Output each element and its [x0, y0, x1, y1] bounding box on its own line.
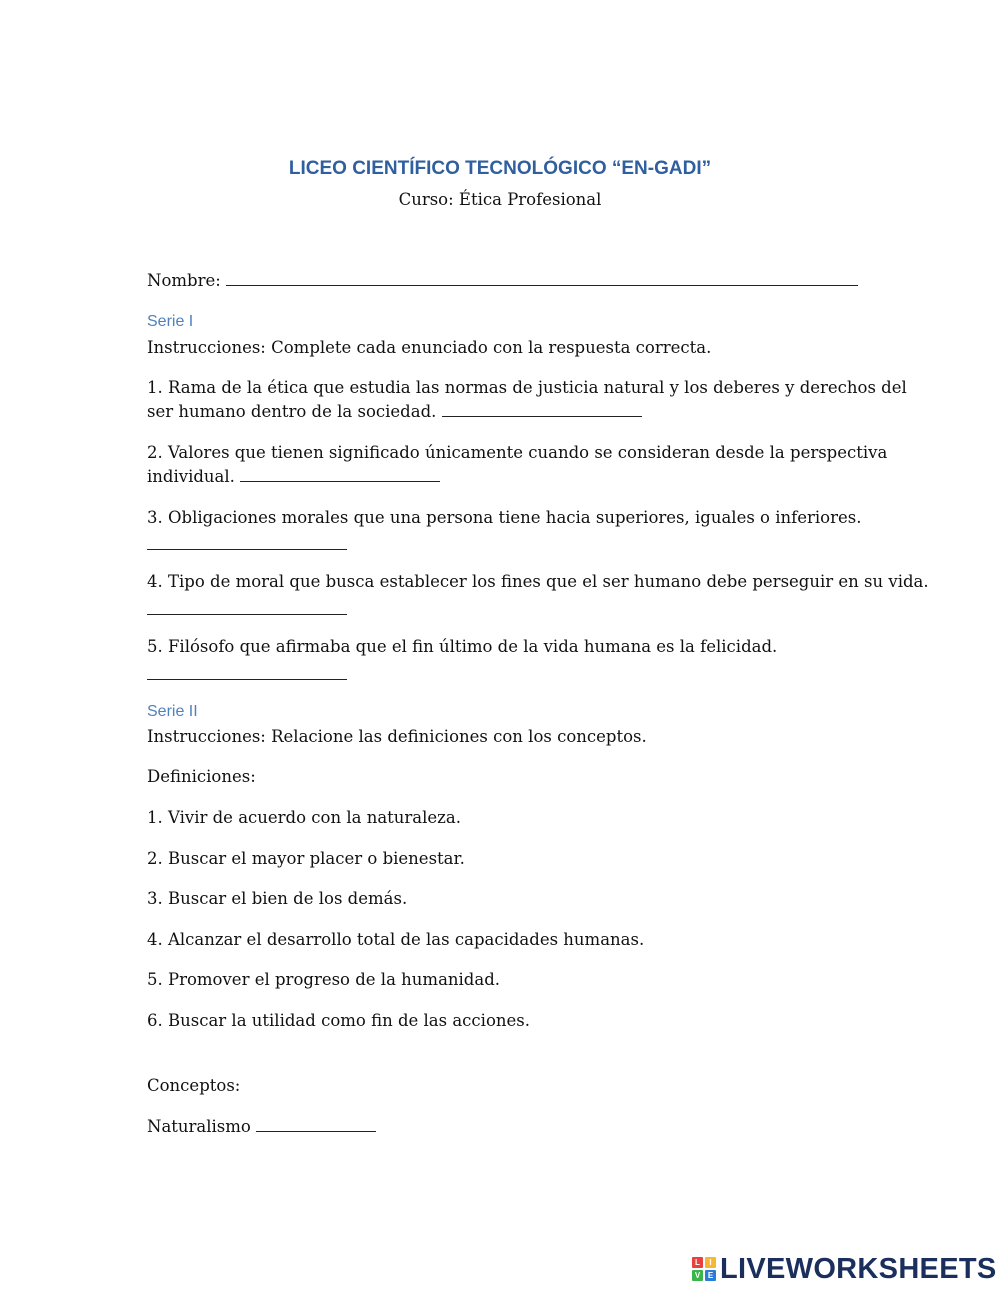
answer-3-line-wrap: [147, 535, 347, 554]
answer-5-line[interactable]: [147, 665, 347, 680]
logo-block: I: [705, 1257, 716, 1268]
concept-row: [147, 1117, 376, 1136]
course-subtitle: Curso: Ética Profesional: [398, 190, 602, 209]
name-row: [147, 271, 858, 290]
concept-answer-line[interactable]: [256, 1117, 376, 1132]
serie-2-instructions: Instrucciones: Relacione las definiciones con los conceptos.: [147, 727, 647, 746]
question-1-line-1: 1. Rama de la ética que estudia las normas de justicia natural y los deberes y derechos del: [147, 378, 907, 397]
answer-1-line[interactable]: [442, 402, 642, 417]
question-2-line-1: 2. Valores que tienen significado únicamente cuando se consideran desde la perspectiva: [147, 443, 888, 462]
logo-text: LIVEWORKSHEETS: [720, 1252, 997, 1285]
question-2-text: individual.: [147, 467, 235, 486]
concepts-label: Conceptos:: [147, 1076, 241, 1095]
school-title: LICEO CIENTÍFICO TECNOLÓGICO “EN-GADI”: [288, 158, 712, 179]
definition-item: 3. Buscar el bien de los demás.: [147, 889, 408, 908]
liveworksheets-logo: [692, 1254, 997, 1284]
answer-5-line-wrap: [147, 665, 347, 684]
answer-4-line-wrap: [147, 600, 347, 619]
name-input-line[interactable]: [226, 271, 858, 286]
name-label: Nombre:: [147, 271, 221, 290]
answer-4-line[interactable]: [147, 600, 347, 615]
logo-block: V: [692, 1270, 703, 1281]
definition-item: 4. Alcanzar el desarrollo total de las capacidades humanas.: [147, 930, 645, 949]
concept-naturalismo: Naturalismo: [147, 1117, 251, 1136]
question-1-text: ser humano dentro de la sociedad.: [147, 402, 437, 421]
serie-1-instructions: Instrucciones: Complete cada enunciado con la respuesta correcta.: [147, 338, 712, 357]
definition-item: 6. Buscar la utilidad como fin de las acciones.: [147, 1011, 530, 1030]
serie-2-heading: Serie II: [147, 703, 198, 720]
question-5: 5. Filósofo que afirmaba que el fin último de la vida humana es la felicidad.: [147, 637, 778, 656]
logo-block: L: [692, 1257, 703, 1268]
serie-1-heading: Serie I: [147, 313, 194, 330]
definitions-label: Definiciones:: [147, 767, 256, 786]
definition-item: 5. Promover el progreso de la humanidad.: [147, 970, 501, 989]
logo-block: E: [705, 1270, 716, 1281]
logo-blocks-icon: [692, 1257, 716, 1281]
definition-item: 2. Buscar el mayor placer o bienestar.: [147, 849, 465, 868]
question-3: 3. Obligaciones morales que una persona tiene hacia superiores, iguales o inferiores.: [147, 508, 862, 527]
answer-2-line[interactable]: [240, 467, 440, 482]
definition-item: 1. Vivir de acuerdo con la naturaleza.: [147, 808, 461, 827]
answer-3-line[interactable]: [147, 535, 347, 550]
question-4: 4. Tipo de moral que busca establecer los fines que el ser humano debe perseguir en su vida.: [147, 572, 929, 591]
question-2-line-2: [147, 467, 440, 486]
question-1-line-2: [147, 402, 642, 421]
